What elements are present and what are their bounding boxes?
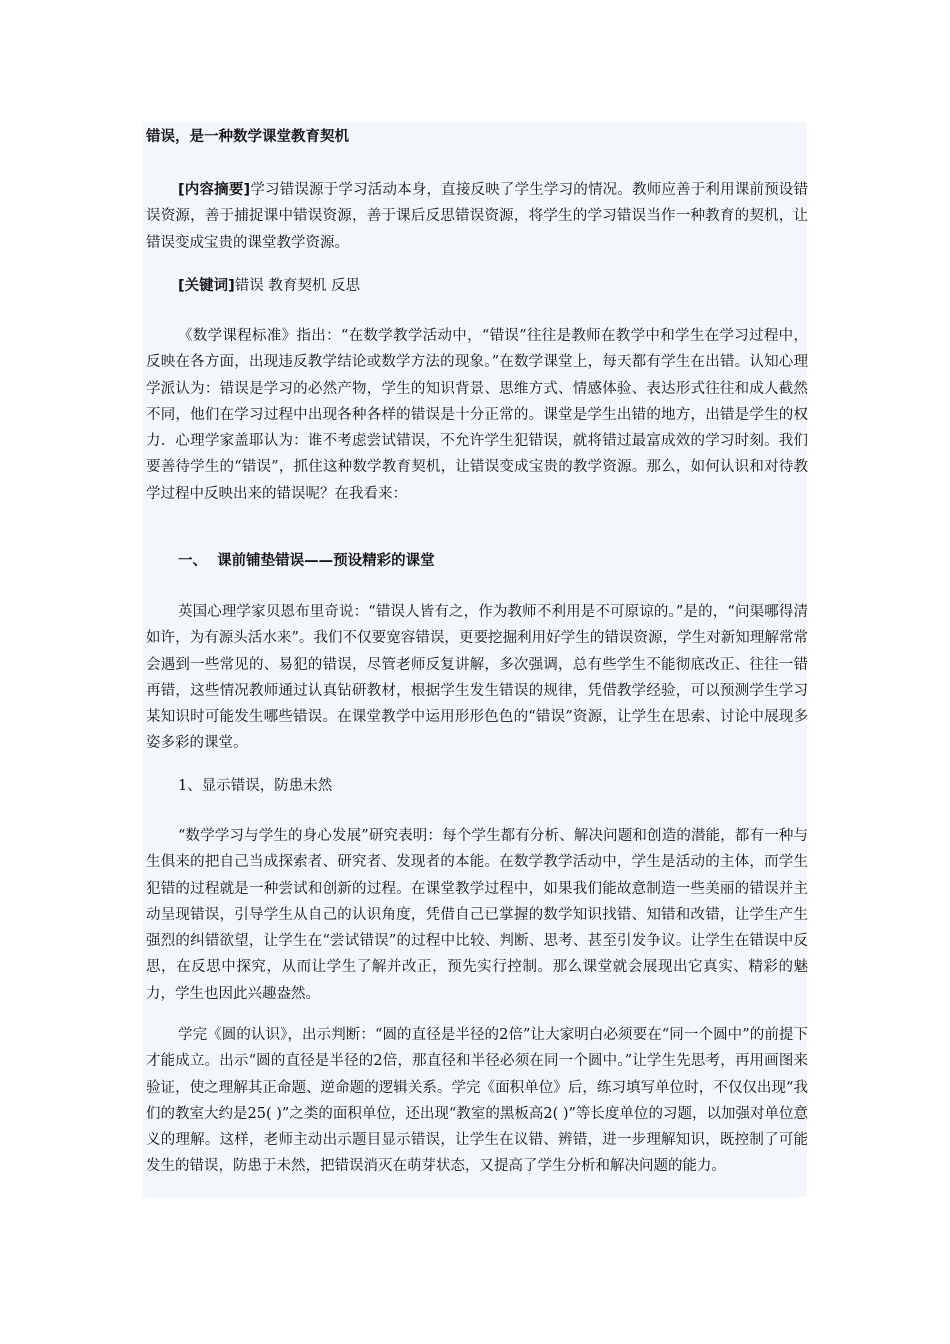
abstract-label: [内容摘要] bbox=[178, 182, 251, 198]
body-paragraph-2: 英国心理学家贝恩布里奇说：“错误人皆有之，作为教师不利用是不可原谅的。”是的，“问渠哪得清如许，为有源头活水来”。我们不仅要宽容错误，更要挖掘利用好学生的错误资源，学生对新知理解常常会遇到一些常见的、易犯的错误，尽管老师反复讲解，多次强调，总有些学生不能彻底改正、往往一错再错，这些情况教师通过认真钻研教材，根据学生发生错误的规律，凭借教学经验，可以预测学生学习某知识时可能发生哪些错误。在课堂教学中运用形形色色的“错误”资源，让学生在思索、讨论中展现多姿多彩的课堂。 bbox=[146, 604, 808, 752]
abstract-text: 学习错误源于学习活动本身，直接反映了学生学习的情况。教师应善于利用课前预设错误资源，善于捕捉课中错误资源，善于课后反思错误资源，将学生的学习错误当作一种教育的契机，让错误变成宝贵的课堂教学资源。 bbox=[146, 182, 808, 251]
body-paragraph-4: 学完《圆的认识》，出示判断：“圆的直径是半径的2倍”让大家明白必须要在“同一个圆中”的前提下才能成立。出示“圆的直径是半径的2倍，那直径和半径必须在同一个圆中。”让学生先思考，再用画图来验证，使之理解其正命题、逆命题的逻辑关系。学完《面积单位》后，练习填写单位时，不仅仅出现“我们的教室大约是25( )”之类的面积单位，还出现“教室的黑板高2( )”等长度单位的习题，以加强对单位意义的理解。这样，老师主动出示题目显示错误，让学生在议错、辨错，进一步理解知识，既控制了可能发生的错误，防患于未然，把错误消灭在萌芽状态，又提高了学生分析和解决问题的能力。 bbox=[146, 1027, 808, 1175]
keywords-label: [关键词] bbox=[178, 278, 235, 294]
keywords-paragraph bbox=[146, 273, 808, 299]
section-1-heading: 一、 课前铺垫错误——预设精彩的课堂 bbox=[178, 553, 435, 569]
abstract-paragraph bbox=[146, 177, 808, 256]
keywords-text: 错误 教育契机 反思 bbox=[234, 278, 360, 294]
subsection-1-heading: 1、显示错误，防患未然 bbox=[178, 778, 333, 794]
body-paragraph-3: “数学学习与学生的身心发展”研究表明：每个学生都有分析、解决问题和创造的潜能，都有一种与生俱来的把自己当成探索者、研究者、发现者的本能。在数学教学活动中，学生是活动的主体，而学生犯错的过程就是一种尝试和创新的过程。在课堂教学过程中，如果我们能故意制造一些美丽的错误并主动呈现错误，引导学生从自己的认识角度，凭借自己已掌握的数学知识找错、知错和改错，让学生产生强烈的纠错欲望，让学生在“尝试错误”的过程中比较、判断、思考、甚至引发争议。让学生在错误中反思，在反思中探究，从而让学生了解并改正，预先实行控制。那么课堂就会展现出它真实、精彩的魅力，学生也因此兴趣盎然。 bbox=[146, 828, 808, 1002]
body-paragraph-1: 《数学课程标准》指出：“在数学教学活动中，“错误”往往是教师在教学中和学生在学习过程中，反映在各方面，出现违反教学结论或数学方法的现象。”在数学课堂上，每天都有学生在出错。认知心理学派认为：错误是学习的必然产物，学生的知识背景、思维方式、情感体验、表达形式往往和成人截然不同，他们在学习过程中出现各种各样的错误是十分正常的。课堂是学生出错的地方，出错是学生的权力．心理学家盖耶认为：谁不考虑尝试错误，不允许学生犯错误，就将错过最富成效的学习时刻。我们要善待学生的“错误”，抓住这种数学教育契机，让错误变成宝贵的教学资源。那么，如何认识和对待教学过程中反映出来的错误呢？在我看来： bbox=[146, 328, 808, 502]
document-title: 错误，是一种数学课堂教育契机 bbox=[146, 129, 349, 145]
